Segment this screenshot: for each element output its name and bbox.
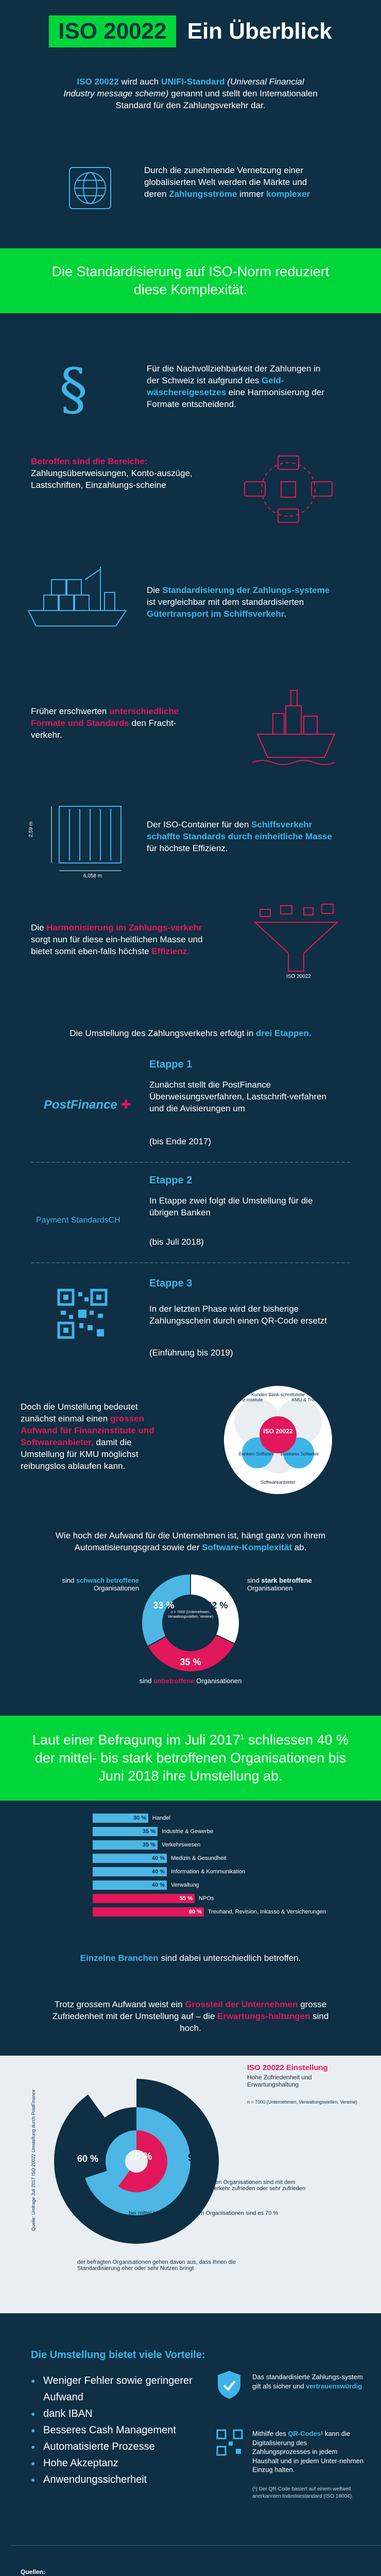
areas-text bbox=[31, 456, 201, 492]
effort-hl: grossen Aufwand für Finanzinstitute und Softwareanbieter, bbox=[21, 1413, 154, 1447]
stage1-text: Zunächst stellt die PostFinance Überweisungsverfahren, Lastschrift-verfahren und die Avisierungen um bbox=[149, 1080, 326, 1113]
donut-value-weak: 33 % bbox=[153, 1600, 175, 1611]
cargo-ship-front-icon bbox=[242, 680, 350, 768]
donut-label-strong-1: sind bbox=[247, 1577, 262, 1584]
diagram-node-3: Banken-Software bbox=[238, 1451, 274, 1456]
satisfaction-side-text: Hohe Zufriedenheit und Erwartungshaltung bbox=[247, 2074, 312, 2088]
stage-divider-1 bbox=[31, 1162, 350, 1163]
intro-italic: (Universal Financial Industry message scheme) bbox=[63, 77, 304, 98]
ship-text bbox=[147, 585, 337, 620]
donut-intro-hl: Software-Komplexität bbox=[202, 1542, 292, 1552]
satisfaction-n: n = 7000 (Unternehmen, Verwaltungsstellen, Vereine) bbox=[247, 2099, 357, 2105]
branch-bar-label: Handel bbox=[152, 1815, 170, 1821]
intro-text bbox=[62, 76, 319, 112]
donut-label-strong-2: Organisationen bbox=[247, 1584, 293, 1592]
stages-intro bbox=[0, 1028, 381, 1040]
donut-label-weak-1: sind bbox=[62, 1577, 76, 1584]
areas-hl: Betroffen sind die Bereiche: bbox=[31, 456, 148, 466]
band2-sup: 1 bbox=[240, 1733, 245, 1741]
title-rest: Ein Überblick bbox=[187, 19, 332, 44]
ring-text-60: der befragten Organisationen gehen davon aus, dass Ihnen die Standardisierung eher oder sehr Nutzen bringt bbox=[77, 2259, 236, 2272]
qr-code-icon bbox=[57, 1288, 108, 1340]
sat-text-3: sind hoch. bbox=[180, 2011, 329, 2033]
affectedness-donut bbox=[139, 1571, 242, 1674]
advantage-item: ● dank IBAN bbox=[31, 2405, 206, 2422]
paragraph-icon: § bbox=[59, 356, 88, 422]
branch-bar: 40 % bbox=[93, 1880, 167, 1890]
stage1-date: (bis Ende 2017) bbox=[149, 1137, 212, 1146]
diagram-node-4: Business Software bbox=[280, 1451, 319, 1456]
band2-text-2: schliessen 40 % der mittel- bis stark betroffenen Organisationen bis Juni 2018 ihre Umstellung ab. bbox=[34, 1732, 349, 1784]
ship-hl-1: Standardisierung der Zahlungs-systeme bbox=[162, 585, 330, 595]
ship-hl-2: Gütertransport im Schiffsverkehr. bbox=[147, 608, 287, 619]
shield-icon bbox=[216, 2370, 247, 2402]
adv-note2-hl: QR-Codes bbox=[288, 2430, 321, 2437]
sat-text-2: grosse Zufriedenheit mit der Umstellung auf – die bbox=[52, 1999, 327, 2021]
branch-bar-label: Verkehrswesen bbox=[162, 1842, 201, 1848]
paragraph-text-1: Für die Nachvollziehbarkeit der Zahlungen in der Schweiz ist aufgrund des bbox=[147, 364, 321, 385]
donut-label-weak-hl: schwach betroffene bbox=[76, 1577, 139, 1584]
container-height-label: 2,59 m bbox=[28, 821, 34, 837]
donut-value-strong: 32 % bbox=[206, 1600, 228, 1611]
payment-flows-icon bbox=[242, 453, 335, 526]
donut-center: n = 7000 (Unternehmen, Verwaltungsstellen, Vereine) bbox=[167, 1611, 214, 1619]
advantages-title: Die Umstellung bietet viele Vorteile: bbox=[31, 2349, 205, 2361]
container-ship-icon bbox=[23, 562, 131, 634]
intro-text-1: wird auch bbox=[118, 77, 161, 87]
branch-caption-text: sind dabei unterschiedlich betroffen. bbox=[158, 1953, 301, 1963]
funnel-hl-1: Harmonisierung im Zahlungs-verkehr bbox=[46, 923, 202, 933]
branch-bar: 55 % bbox=[93, 1894, 195, 1903]
globe-hl-1: Zahlungsströme bbox=[169, 189, 237, 199]
funnel-text-1: Die bbox=[31, 923, 47, 933]
globe-text-2: immer bbox=[237, 189, 267, 199]
intro-text-2: genannt und stellt den Internationalen Standard für den Zahlungsverkehr dar. bbox=[115, 88, 318, 110]
intro-unifi: UNIFI-Standard bbox=[161, 77, 225, 87]
paymentstandards-logo: Payment StandardsCH bbox=[36, 1216, 120, 1225]
branch-caption-hl: Einzelne Branchen bbox=[80, 1953, 159, 1963]
stage2-date: (bis Juli 2018) bbox=[149, 1237, 204, 1247]
adv-note1-hl: vertrauenswürdig bbox=[306, 2382, 362, 2390]
ring-value-60: 60 % bbox=[77, 2154, 99, 2164]
branch-bar: 30 % bbox=[93, 1814, 148, 1823]
advantages-note-1 bbox=[252, 2372, 366, 2391]
sources-title: Quellen: bbox=[21, 2568, 46, 2575]
stage-divider-2 bbox=[31, 1262, 350, 1263]
band2-text-1: Laut einer Befragung im Juli 2017 bbox=[32, 1732, 240, 1748]
satisfaction-intro bbox=[46, 1999, 335, 2035]
ship-text-2: ist vergleichbar mit dem standardisierten bbox=[147, 597, 304, 607]
intro-iso: ISO 20022 bbox=[77, 77, 119, 87]
stages-intro-text: Die Umstellung des Zahlungsverkehrs erfolgt in bbox=[70, 1028, 256, 1038]
survey-band bbox=[0, 1716, 381, 1801]
sat-hl-1: Grossteil der Unternehmen bbox=[185, 1999, 298, 2009]
advantages-note-2 bbox=[252, 2429, 366, 2475]
diagram-center: ISO 20022 bbox=[263, 1428, 293, 1435]
sat-hl-2: Erwartungs-haltungen bbox=[217, 2011, 310, 2021]
container-text-1: Der ISO-Container für den bbox=[147, 820, 252, 829]
globe-text bbox=[144, 165, 330, 200]
adv-note1-text: Das standardisierte Zahlungs-system gilt als sicher und bbox=[252, 2373, 363, 2390]
branch-bar-label: Information & Kommunikation bbox=[171, 1869, 246, 1875]
advantage-item: ● Automatisierte Prozesse bbox=[31, 2438, 206, 2455]
branch-bar-label: Treuhand, Revision, Inkasso & Versicherungen bbox=[208, 1909, 326, 1915]
advantage-item: ● Anwendungssicherheit bbox=[31, 2471, 206, 2488]
branch-bar-label: Medizin & Gesundheit bbox=[171, 1855, 227, 1861]
stage2-text: In Etappe zwei folgt die Umstellung für die übrigen Banken bbox=[149, 1196, 313, 1217]
ring-value-70: 70 % bbox=[129, 2151, 152, 2162]
paragraph-text bbox=[147, 363, 332, 411]
donut-label-weak-2: Organisationen bbox=[93, 1584, 139, 1592]
stage3-date: (Einführung bis 2019) bbox=[149, 1348, 233, 1358]
title-section bbox=[0, 15, 381, 62]
ring-text-70: bei mittel bis stark betroffenen Organisationen sind es 70 % bbox=[129, 2210, 279, 2216]
donut-intro-end: ab. bbox=[291, 1542, 307, 1552]
ring-value-90: 90 % bbox=[188, 2151, 214, 2164]
satisfaction-source-rotated bbox=[31, 2221, 36, 2231]
freight-hl: unterschiedliche Formate und Standards bbox=[31, 706, 179, 728]
advantages-list bbox=[31, 2372, 206, 2488]
stages-intro-hl: drei Etappen. bbox=[256, 1028, 311, 1038]
donut-intro-text: Wie hoch der Aufwand für die Unternehmen ist, hängt ganz von ihrem Automatisierungsgrad sowie der bbox=[55, 1531, 326, 1552]
donut-intro bbox=[49, 1530, 332, 1554]
branch-caption bbox=[0, 1953, 381, 1964]
globe-text-1: Durch die zunehmende Vernetzung einer globalisierten Welt werden die Märkte und deren bbox=[144, 165, 307, 199]
title-box: ISO 20022 bbox=[49, 15, 176, 47]
satisfaction-side-title: ISO 20022 Einstellung bbox=[247, 2063, 328, 2072]
funnel-text-2: sorgt nun für diese ein-heitlichen Masse und bietet somit eben-falls höchste bbox=[31, 934, 203, 956]
standardisation-band bbox=[0, 248, 381, 313]
diagram-node-2: KMU & Treuhänder bbox=[291, 1397, 332, 1402]
ship-text-1: Die bbox=[147, 585, 163, 595]
sources-divider bbox=[10, 2545, 381, 2546]
container-hl: Schiffsverkehr schaffte Standards durch einheitliche Masse bbox=[147, 820, 332, 841]
postfinance-logo bbox=[44, 1097, 147, 1112]
freight-text-2: den Fracht-verkehr. bbox=[31, 718, 177, 740]
adv-note2-text-2: ¹ kann die Digitalisierung des Zahlungsprozesses in jedem Haushalt und in jedem Unter-nehmen Einzug halten. bbox=[252, 2430, 364, 2474]
donut-label-none bbox=[139, 1677, 242, 1685]
sat-text-1: Trotz grossem Aufwand weist ein bbox=[54, 1999, 185, 2009]
ring-text-90: der befragten Organisationen sind mit dem Zahlungsverkehr zufrieden oder sehr zufrieden bbox=[188, 2179, 306, 2192]
donut-label-strong-hl: stark betroffene bbox=[261, 1577, 312, 1584]
stakeholder-diagram bbox=[196, 1376, 360, 1504]
donut-label-weak bbox=[46, 1577, 139, 1592]
donut-label-strong bbox=[247, 1577, 345, 1592]
donut-label-none-1: sind bbox=[139, 1677, 154, 1685]
branch-bar: 40 % bbox=[93, 1867, 167, 1876]
freight-text bbox=[31, 706, 206, 741]
diagram-node-0: Finanz-institute bbox=[231, 1397, 263, 1402]
branch-bar-label: NPOs bbox=[199, 1895, 214, 1902]
adv-note2-text-1: Mithilfe des bbox=[252, 2430, 288, 2437]
band1-text: Die Standardisierung auf ISO-Norm reduziert diese Komplexität. bbox=[51, 264, 330, 298]
branch-bar: 35 % bbox=[93, 1840, 158, 1850]
branch-bar-label: Verwaltung bbox=[171, 1882, 199, 1888]
stage3-title: Etappe 3 bbox=[149, 1278, 193, 1289]
effort-text-1: Doch die Umstellung bedeutet zunächst einmal einen bbox=[21, 1402, 138, 1423]
branch-bar: 35 % bbox=[93, 1827, 158, 1836]
donut-label-none-hl: unbetroffene bbox=[153, 1677, 195, 1685]
advantages-note-3: (¹) Der QR-Code basiert auf einem weltweit anerkannten Industriestandard (ISO 18004). bbox=[252, 2486, 353, 2499]
globe-icon bbox=[54, 157, 126, 224]
branch-bar-label: Industrie & Gewerbe bbox=[162, 1828, 214, 1835]
effort-text bbox=[21, 1401, 165, 1472]
funnel-text bbox=[31, 922, 206, 958]
qr-small-icon bbox=[216, 2429, 247, 2459]
funnel-label: ISO 20022 bbox=[286, 974, 311, 979]
paragraph-hl: Geld-wäschereigesetzes bbox=[147, 375, 284, 397]
donut-value-none: 35 % bbox=[180, 1657, 201, 1667]
container-width-label: 6,058 m bbox=[83, 873, 102, 879]
areas-rest: Zahlungsüberweisungen, Konto-auszüge, Lastschriften, Einzahlungs-scheine bbox=[31, 468, 193, 490]
iso-container-icon bbox=[28, 796, 142, 884]
stage1-title: Etappe 1 bbox=[149, 1059, 193, 1070]
advantage-item: ● Besseres Cash Management bbox=[31, 2422, 206, 2438]
container-text bbox=[147, 819, 337, 855]
branch-bar: 60 % bbox=[93, 1907, 204, 1917]
container-text-2: für höchste Effizienz. bbox=[147, 843, 228, 853]
globe-hl-2: komplexer bbox=[266, 189, 310, 199]
effort-text-2: damit die Umstellung für KMU möglichst reibungslos ablaufen kann. bbox=[21, 1437, 138, 1471]
funnel-hl-2: Effizienz. bbox=[151, 946, 190, 956]
advantage-item: ● Hohe Akzeptanz bbox=[31, 2455, 206, 2471]
branch-bar-chart bbox=[0, 1814, 381, 1932]
advantage-item: ● Weniger Fehler sowie geringerer Aufwand bbox=[31, 2372, 206, 2405]
paragraph-text-2: eine Harmonisierung der Formate entscheidend. bbox=[147, 387, 324, 409]
branch-bar: 40 % bbox=[93, 1854, 167, 1863]
stage3-text: In der letzten Phase wird der bisherige Zahlungsschein durch einen QR-Code ersetzt bbox=[149, 1304, 327, 1326]
freight-text-1: Früher erschwerten bbox=[31, 706, 110, 716]
stage2-title: Etappe 2 bbox=[149, 1175, 193, 1186]
donut-label-none-2: Organisationen bbox=[194, 1677, 242, 1685]
diagram-node-5: Softwareanbieter bbox=[260, 1480, 296, 1485]
postfinance-logo-icon: ✚ bbox=[120, 1098, 131, 1112]
postfinance-logo-text: PostFinance bbox=[44, 1098, 117, 1112]
diagram-node-1: Kunden Bank-schnittstelle bbox=[251, 1392, 305, 1397]
